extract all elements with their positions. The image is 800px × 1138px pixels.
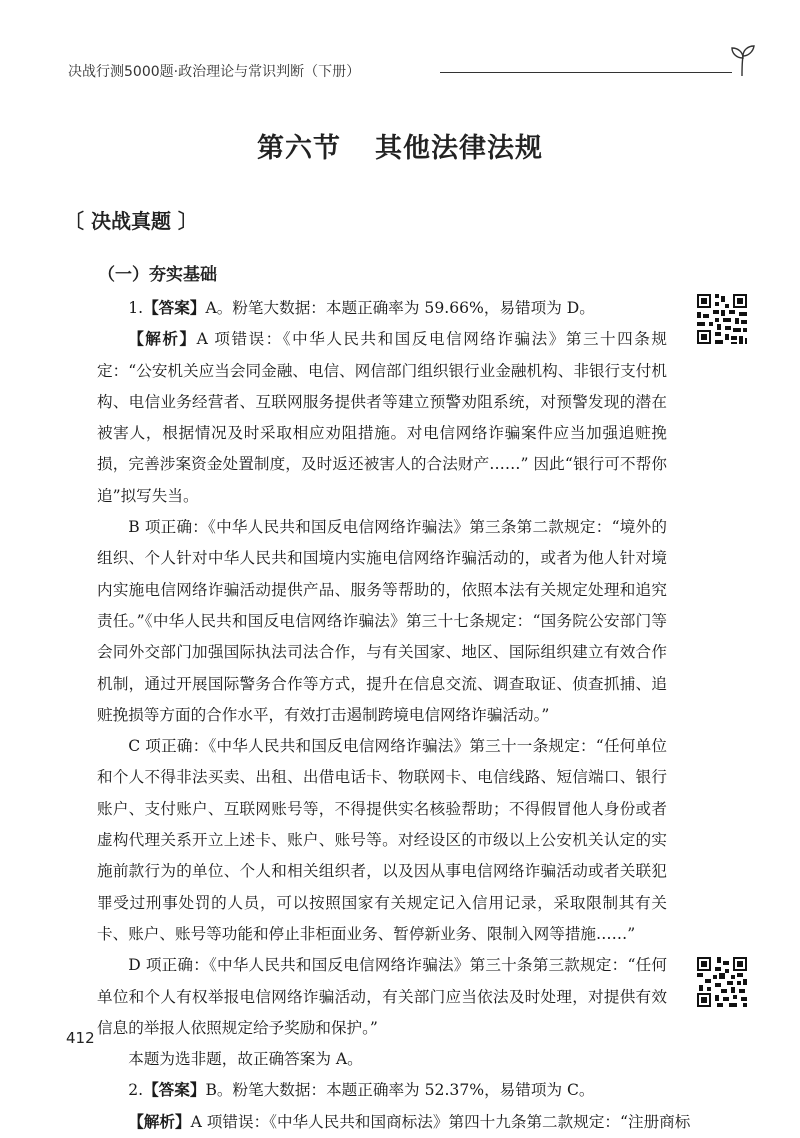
q1-answer-text: A。粉笔大数据：本题正确率为 59.66%，易错项为 D。 — [205, 299, 595, 317]
section-title — [0, 126, 800, 165]
q2-analysis-a — [97, 1107, 691, 1138]
answer-body — [97, 293, 691, 1138]
q2-answer-text: B。粉笔大数据：本题正确率为 52.37%，易错项为 C。 — [205, 1081, 595, 1100]
section-number: 第六节 — [257, 133, 341, 164]
header-rule — [440, 72, 732, 73]
q2-option-a-text: A 项错误：《中华人民共和国商标法》第四十九条第二款规定：“注册商标 — [190, 1112, 691, 1131]
running-header — [68, 62, 748, 86]
zhenti-heading: 〔 决战真题 〕 — [64, 209, 198, 233]
q1-analysis-b: B 项正确：《中华人民共和国反电信网络诈骗法》第三条第二款规定：“境外的组织、个人针对中华人民共和国境内实施电信网络诈骗活动的，或者为他人针对境内实施电信网络诈骗活动提供产品、服务等帮助的，依照本法有关规定处理和追究责任。”《中华人民共和国反电信网络诈骗法》第三十七条规定：“国务院公安部门等会同外交部门加强国际执法司法合作，与有关国家、地区、国际组织建立有效合作机制，通过开展国际警务合作等方式，提升在信息交流、调查取证、侦查抓捕、追赃挽损等方面的合作水平，有效打击遏制跨境电信网络诈骗活动。” — [97, 518, 667, 724]
q1-analysis-label: 【解析】 — [128, 330, 197, 349]
q1-analysis-c: C 项正确：《中华人民共和国反电信网络诈骗法》第三十一条规定：“任何单位和个人不得非法买卖、出租、出借电话卡、物联网卡、电信线路、短信端口、银行账户、支付账户、互联网账号等，不得提供实名核验帮助；不得假冒他人身份或者虚构代理关系开立上述卡、账户、账号等。对经设区的市级以上公安机关认定的实施前款行为的单位、个人和相关组织者，以及因从事电信网络诈骗活动或者关联犯罪受过刑事处罚的人员，可以按照国家有关规定记入信用记录，采取限制其有关卡、账户、账号等功能和停止非柜面业务、暂停新业务、限制入网等措施……” — [97, 737, 667, 943]
q1-conclusion: 本题为选非题，故正确答案为 A。 — [128, 1050, 363, 1069]
section-name: 其他法律法规 — [375, 133, 543, 164]
q1-analysis-a — [97, 324, 667, 512]
q2-answer-label: 【答案】 — [143, 1081, 206, 1100]
q1-analysis-d: D 项正确：《中华人民共和国反电信网络诈骗法》第三十条第三款规定：“任何单位和个人有权举报电信网络诈骗活动，有关部门应当依法及时处理，对提供有效信息的举报人依照规定给予奖励和保护。” — [97, 956, 667, 1037]
qr-code-icon — [697, 294, 747, 344]
q1-option-a-text: A 项错误：《中华人民共和国反电信网络诈骗法》第三十四条规定：“公安机关应当会同金融、电信、网信部门组织银行业金融机构、非银行支付机构、电信业务经营者、互联网服务提供者等建立预警劝阻系统，对预警发现的潜在被害人，根据情况及时采取相应劝阻措施。对电信网络诈骗案件应当加强追赃挽损，完善涉案资金处置制度，及时返还被害人的合法财产……” 因此“银行可不帮你追”拟写失当。 — [97, 330, 667, 505]
subsection-heading: （一）夯实基础 — [98, 265, 217, 285]
header-title: 决战行测5000题·政治理论与常识判断（下册） — [68, 64, 361, 80]
page-number: 412 — [66, 1029, 95, 1047]
q2-answer: 2.【答案】B。粉笔大数据：本题正确率为 52.37%，易错项为 C。 — [128, 1081, 595, 1100]
sprout-icon — [728, 44, 758, 78]
q1-answer-label: 【答案】 — [143, 299, 206, 317]
q2-analysis-label: 【解析】 — [128, 1112, 191, 1131]
q1-answer: 1.【答案】A。粉笔大数据：本题正确率为 59.66%，易错项为 D。 — [128, 299, 595, 317]
qr-code-icon — [697, 957, 747, 1007]
